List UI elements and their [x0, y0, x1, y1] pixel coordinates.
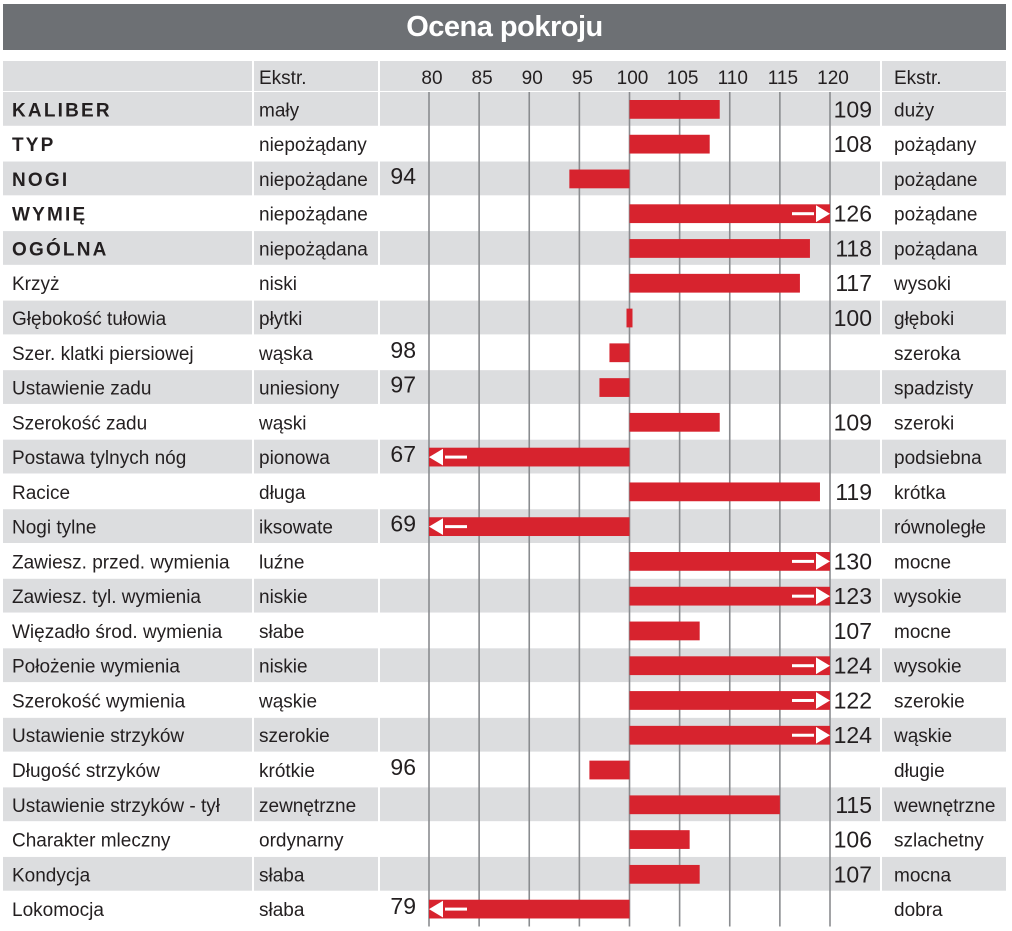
- value-label: 69: [390, 510, 416, 537]
- value-label: 109: [833, 96, 872, 123]
- value-label: 124: [833, 652, 872, 679]
- header-low-extreme: Ekstr.: [259, 68, 307, 89]
- value-label: 123: [833, 583, 872, 610]
- header-high-extreme: Ekstr.: [894, 68, 942, 89]
- high-extreme-label: szeroki: [894, 413, 955, 435]
- trait-label: KALIBER: [12, 100, 112, 122]
- bar: [630, 795, 780, 814]
- trait-label: Ustawienie strzyków - tył: [12, 795, 220, 817]
- value-label: 109: [833, 409, 872, 436]
- x-tick-label: 110: [717, 68, 748, 89]
- low-extreme-label: niskie: [259, 656, 308, 678]
- value-label: 108: [833, 131, 872, 158]
- value-label: 118: [835, 235, 872, 262]
- low-extreme-label: długa: [259, 482, 306, 504]
- overflow-arrow-shaft: [792, 699, 814, 702]
- x-tick-label: 90: [521, 68, 543, 89]
- value-label: 100: [833, 305, 872, 332]
- trait-label: OGÓLNA: [12, 239, 109, 261]
- value-label: 98: [390, 336, 416, 363]
- x-tick-label: 105: [666, 68, 699, 89]
- row-background: [3, 162, 1006, 196]
- low-extreme-label: wąskie: [259, 691, 318, 713]
- high-extreme-label: wąskie: [894, 726, 953, 748]
- low-extreme-label: niski: [259, 274, 298, 296]
- low-extreme-label: słabe: [259, 621, 305, 643]
- bar: [630, 274, 800, 293]
- low-extreme-label: niepożądane: [259, 204, 368, 226]
- trait-label: Ustawienie zadu: [12, 378, 152, 400]
- value-label: 107: [833, 861, 872, 888]
- trait-label: Szer. klatki piersiowej: [12, 343, 194, 365]
- overflow-arrow-shaft: [792, 560, 814, 563]
- overflow-arrow-shaft: [792, 212, 814, 215]
- value-label: 79: [390, 893, 416, 920]
- bar: [589, 761, 629, 780]
- high-extreme-label: szerokie: [894, 691, 965, 713]
- value-label: 67: [390, 441, 416, 468]
- overflow-arrow-shaft: [792, 734, 814, 737]
- low-extreme-label: ordynarny: [259, 830, 344, 852]
- trait-label: Głębokość tułowia: [12, 309, 167, 331]
- high-extreme-label: dobra: [894, 900, 943, 922]
- trait-label: NOGI: [12, 169, 70, 191]
- x-tick-label: 100: [616, 68, 649, 89]
- low-extreme-label: mały: [259, 100, 300, 122]
- low-extreme-label: iksowate: [259, 517, 333, 539]
- low-extreme-label: niepożądana: [259, 239, 368, 261]
- x-tick-label: 95: [571, 68, 593, 89]
- trait-label: Lokomocja: [12, 900, 104, 922]
- trait-label: TYP: [12, 135, 56, 157]
- overflow-arrow-shaft: [445, 525, 467, 528]
- value-label: 106: [833, 826, 872, 853]
- low-extreme-label: słaba: [259, 865, 305, 887]
- low-extreme-label: słaba: [259, 900, 305, 922]
- low-extreme-label: luźne: [259, 552, 305, 574]
- trait-label: Nogi tylne: [12, 517, 97, 539]
- high-extreme-label: podsiebna: [894, 448, 982, 470]
- chart-title: Ocena pokroju: [3, 4, 1006, 50]
- high-extreme-label: wysokie: [894, 587, 962, 609]
- low-extreme-label: szerokie: [259, 726, 330, 748]
- value-label: 94: [390, 162, 416, 189]
- high-extreme-label: pożądana: [894, 239, 978, 261]
- low-extreme-label: wąska: [259, 343, 313, 365]
- trait-label: Długość strzyków: [12, 761, 160, 783]
- value-label: 126: [833, 200, 872, 227]
- value-label: 107: [833, 617, 872, 644]
- high-extreme-label: duży: [894, 100, 935, 122]
- high-extreme-label: wewnętrzne: [894, 795, 996, 817]
- value-label: 119: [835, 478, 872, 505]
- bar: [599, 378, 629, 397]
- bar: [630, 830, 690, 849]
- trait-label: Więzadło środ. wymienia: [12, 621, 223, 643]
- bar: [630, 100, 720, 119]
- overflow-arrow-shaft: [445, 456, 467, 459]
- low-extreme-label: krótkie: [259, 761, 315, 783]
- high-extreme-label: długie: [894, 761, 945, 783]
- low-extreme-label: pionowa: [259, 448, 330, 470]
- header-row: [3, 61, 1006, 91]
- value-label: 124: [833, 722, 872, 749]
- overflow-arrow-shaft: [445, 908, 467, 911]
- x-tick-label: 115: [767, 68, 799, 89]
- low-extreme-label: niepożądany: [259, 135, 367, 157]
- trait-label: Krzyż: [12, 274, 60, 296]
- trait-label: Postawa tylnych nóg: [12, 448, 187, 470]
- bar: [630, 482, 820, 501]
- trait-label: Zawiesz. tyl. wymienia: [12, 587, 201, 609]
- high-extreme-label: spadzisty: [894, 378, 974, 400]
- bar: [569, 170, 629, 189]
- overflow-arrow-shaft: [792, 595, 814, 598]
- trait-label: Szerokość wymienia: [12, 691, 186, 713]
- low-extreme-label: uniesiony: [259, 378, 340, 400]
- high-extreme-label: pożądane: [894, 169, 978, 191]
- high-extreme-label: szlachetny: [894, 830, 984, 852]
- bar: [630, 413, 720, 432]
- value-label: 122: [833, 687, 872, 714]
- row-background: [3, 370, 1006, 404]
- trait-label: Kondycja: [12, 865, 91, 887]
- low-extreme-label: niepożądane: [259, 169, 368, 191]
- bar: [609, 343, 629, 362]
- low-extreme-label: wąski: [259, 413, 307, 435]
- high-extreme-label: mocna: [894, 865, 952, 887]
- bar: [630, 622, 700, 641]
- high-extreme-label: pożądane: [894, 204, 978, 226]
- trait-label: Racice: [12, 482, 71, 504]
- high-extreme-label: wysokie: [894, 656, 962, 678]
- bar: [630, 239, 810, 258]
- low-extreme-label: niskie: [259, 587, 308, 609]
- trait-label: WYMIĘ: [12, 204, 88, 226]
- x-tick-label: 80: [421, 68, 443, 89]
- high-extreme-label: szeroka: [894, 343, 961, 365]
- trait-label: Charakter mleczny: [12, 830, 171, 852]
- low-extreme-label: płytki: [259, 309, 303, 331]
- x-tick-label: 120: [817, 68, 849, 89]
- bar: [630, 135, 710, 154]
- value-label: 97: [390, 371, 416, 398]
- overflow-arrow-shaft: [792, 664, 814, 667]
- bar: [630, 865, 700, 884]
- trait-label: Ustawienie strzyków: [12, 726, 185, 748]
- trait-label: Zawiesz. przed. wymienia: [12, 552, 230, 574]
- value-label: 130: [833, 548, 872, 575]
- bar: [627, 309, 633, 328]
- value-label: 96: [390, 754, 416, 781]
- low-extreme-label: zewnętrzne: [259, 795, 357, 817]
- high-extreme-label: krótka: [894, 482, 946, 504]
- x-tick-label: 85: [471, 68, 493, 89]
- high-extreme-label: głęboki: [894, 309, 955, 331]
- high-extreme-label: równoległe: [894, 517, 986, 539]
- value-label: 117: [835, 270, 872, 297]
- high-extreme-label: mocne: [894, 552, 952, 574]
- trait-label: Położenie wymienia: [12, 656, 180, 678]
- high-extreme-label: wysoki: [894, 274, 952, 296]
- trait-label: Szerokość zadu: [12, 413, 148, 435]
- value-label: 115: [835, 791, 872, 818]
- high-extreme-label: pożądany: [894, 135, 977, 157]
- high-extreme-label: mocne: [894, 621, 952, 643]
